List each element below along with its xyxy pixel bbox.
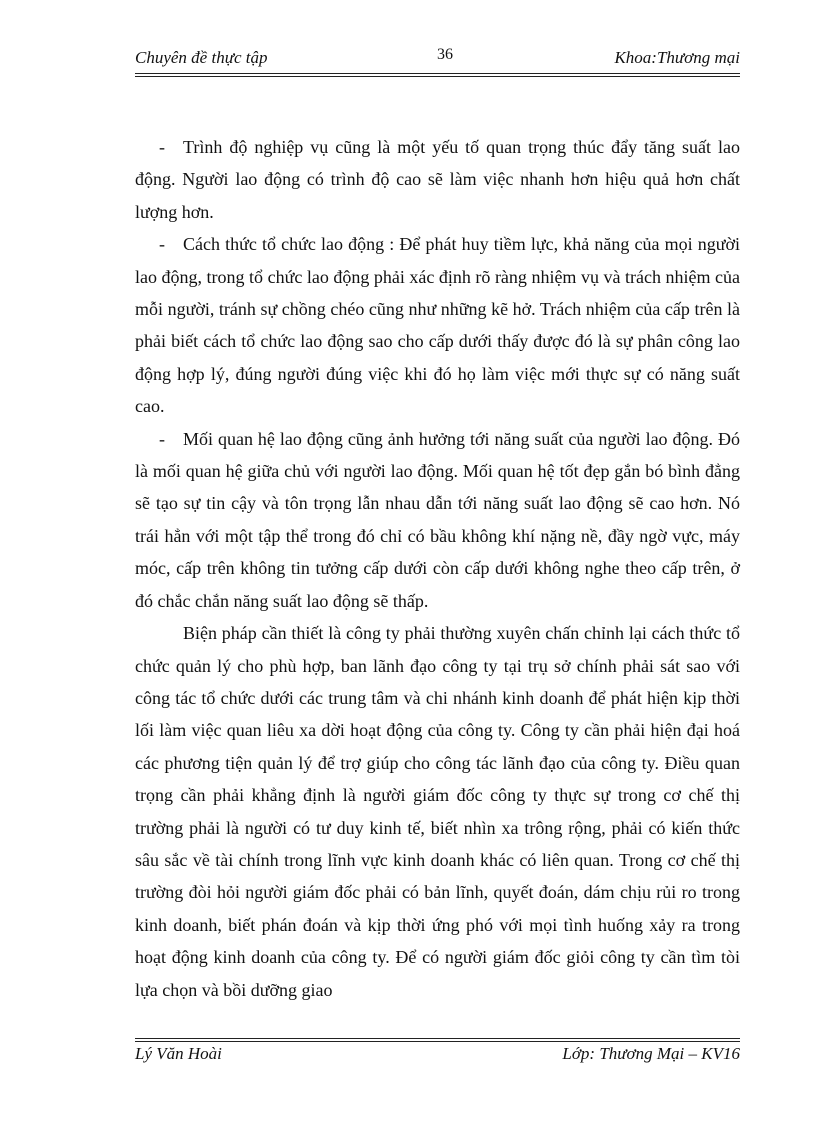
footer-rule-thin <box>135 1041 740 1042</box>
bullet-text: Mối quan hệ lao động cũng ảnh hưởng tới năng suất của người lao động. Đó là mối quan hệ giữa chủ với người lao động. Mối quan hệ tốt đẹp gắn bó bình đẳng sẽ tạo sự tin cậy và tôn trọng lẫn nhau dẫn tới năng suất lao động sẽ cao hơn. Nó trái hẳn với một tập thể trong đó chỉ có bầu không khí nặng nề, đầy ngờ vực, máy móc, cấp trên không tin tưởng cấp dưới còn cấp dưới không nghe theo cấp trên, ở đó chắc chắn năng suất lao động sẽ thấp. <box>135 428 740 611</box>
footer-author: Lý Văn Hoài <box>135 1044 222 1063</box>
bullet-dash: - <box>159 234 165 255</box>
bullet-dash: - <box>159 137 165 157</box>
bullet-item <box>135 228 740 422</box>
bullet-item <box>135 131 740 228</box>
bullet-text: Trình độ nghiệp vụ cũng là một yếu tố quan trọng thúc đẩy tăng suất lao động. Người lao động có trình độ cao sẽ làm việc nhanh hơn hiệu quả hơn chất lượng hơn. <box>135 137 740 222</box>
header-title: Chuyên đề thực tập <box>135 48 268 67</box>
body-paragraph: Biện pháp cần thiết là công ty phải thường xuyên chấn chỉnh lại cách thức tổ chức quản lý cho phù hợp, ban lãnh đạo công ty tại trụ sở chính phải sát sao với công tác tổ chức dưới các trung tâm và chi nhánh kinh doanh để phát hiện kịp thời lối làm việc quan liêu xa dời hoạt động của công ty. Công ty cần phải hiện đại hoá các phương tiện quản lý để trợ giúp cho công tác lãnh đạo của công ty. Điều quan trọng cần phải khẳng định là người giám đốc công ty thực sự trong cơ chế thị trường phải là người có tư duy kinh tế, biết nhìn xa trông rộng, phải có kiến thức sâu sắc về tài chính trong lĩnh vực kinh doanh khác có liên quan. Trong cơ chế thị trường đòi hỏi người giám đốc phải có bản lĩnh, quyết đoán, dám chịu rủi ro trong kinh doanh, biết phán đoán và kịp thời ứng phó với mọi tình huống xảy ra trong hoạt động kinh doanh của công ty. Để có người giám đốc giỏi công ty cần tìm tòi lựa chọn và bồi dưỡng giao <box>135 623 740 1000</box>
body-text <box>135 131 740 1006</box>
footer-class: Lớp: Thương Mại – KV16 <box>562 1044 740 1063</box>
bullet-item <box>135 423 740 617</box>
header-rule-thin <box>135 76 740 77</box>
header-rule <box>135 73 740 74</box>
page-footer <box>135 1044 740 1068</box>
footer-rule <box>135 1038 740 1039</box>
header-department: Khoa:Thương mại <box>614 48 740 67</box>
page-header <box>135 48 740 72</box>
page-number: 36 <box>437 46 453 63</box>
bullet-dash: - <box>159 428 165 449</box>
bullet-text: Cách thức tổ chức lao động : Để phát huy tiềm lực, khả năng của mọi người lao động, trong tổ chức lao động phải xác định rõ ràng nhiệm vụ và trách nhiệm của mỗi người, tránh sự chồng chéo cũng như những kẽ hở. Trách nhiệm của cấp trên là phải biết cách tổ chức lao động sao cho cấp dưới thấy được đó là sự phân công lao động hợp lý, đúng người đúng việc khi đó họ làm việc mới thực sự có năng suất cao. <box>135 234 740 417</box>
